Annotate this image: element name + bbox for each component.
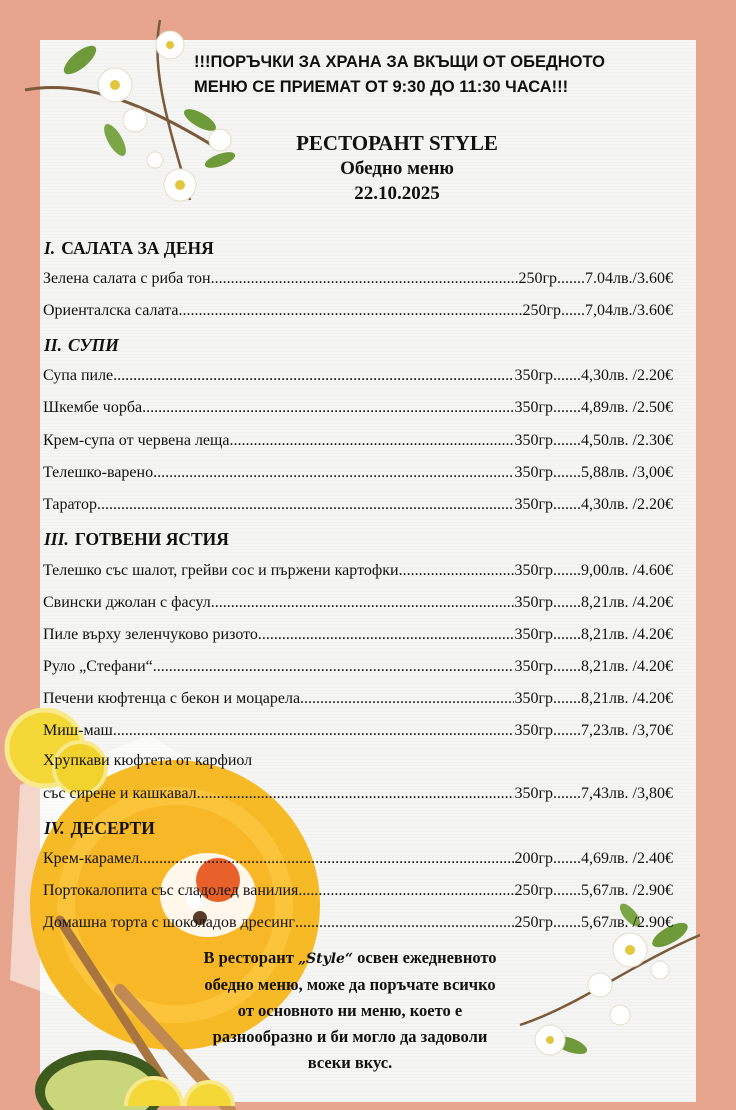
menu-item [43,399,673,423]
closing-pre: В ресторант [203,948,298,967]
item-name: Телешко-варено [43,464,154,481]
menu-item [43,658,673,682]
closing-line-3: от основното ни меню, което е [237,1001,463,1020]
item-name: Крем-карамел [43,850,140,867]
section-title: ДЕСЕРТИ [70,818,155,838]
item-name: Таратор [43,496,97,513]
section-heading [44,529,229,550]
menu-item [43,722,673,746]
item-price: 350гр.......4,50лв. /2.30€ [514,432,673,449]
item-price: 350гр.......8,21лв. /4.20€ [514,594,673,611]
item-price: 250гр.......5,67лв. /2.90€ [514,882,673,899]
closing-line-1 [160,945,540,972]
item-name: Руло „Стефани“ [43,658,153,675]
item-name: Домашна торта с шоколадов дресинг [43,914,295,931]
item-name: Шкембе чорба [43,399,143,416]
item-name: Печени кюфтенца с бекон и моцарела [43,690,301,707]
menu-date: 22.10.2025 [354,183,440,204]
section-heading [44,818,155,839]
menu-item [43,594,673,618]
item-name: Крем-супа от червена леща [43,432,230,449]
menu-item [43,882,673,906]
menu-item [43,785,673,809]
menu-subtitle: Обедно меню [340,158,454,179]
item-name: Зелена салата с риба тон [43,270,211,287]
item-price: 350гр.......9,00лв. /4.60€ [514,562,673,579]
item-name-line-1: Хрупкави кюфтета от карфиол [43,752,253,769]
menu-item [43,850,673,874]
item-price: 200гр.......4,69лв. /2.40€ [514,850,673,867]
item-name: със сирене и кашкавал [43,785,197,802]
section-title: САЛАТА ЗА ДЕНЯ [61,238,214,258]
closing-line-5: всеки вкус. [307,1053,393,1072]
item-price: 250гр......7,04лв./3.60€ [522,302,673,319]
notice-line-1: !!!ПОРЪЧКИ ЗА ХРАНА ЗА ВКЪЩИ ОТ ОБЕДНОТО [194,53,606,71]
closing-post: освен ежедневното [353,948,497,967]
section-number: IV. [44,818,65,838]
item-name: Миш-маш [43,722,113,739]
item-price: 250гр.......5,67лв. /2.90€ [514,914,673,931]
menu-item [43,432,673,456]
item-price: 350гр.......8,21лв. /4.20€ [514,690,673,707]
item-name: Телешко със шалот, грейви сос и пържени картофки [43,562,399,579]
item-name: Ориенталска салата [43,302,179,319]
closing-line-2: обедно меню, може да поръчате всичко [204,975,496,994]
item-price: 350гр.......4,89лв. /2.50€ [514,399,673,416]
order-notice [194,50,664,100]
menu-item [43,464,673,488]
menu-item [43,914,673,938]
item-price: 350гр.......5,88лв. /3,00€ [514,464,673,481]
section-title: ГОТВЕНИ ЯСТИЯ [74,529,229,549]
section-number: I. [44,238,56,258]
item-price: 350гр.......7,23лв. /3,70€ [514,722,673,739]
section-number: III. [44,529,69,549]
item-name: Пиле върху зеленчуково ризото [43,626,258,643]
menu-item [43,496,673,520]
item-price: 350гр.......4,30лв. /2.20€ [514,496,673,513]
item-price: 350гр.......4,30лв. /2.20€ [514,367,673,384]
closing-brand: „Style“ [297,951,353,967]
notice-line-2: МЕНЮ СЕ ПРИЕМАТ ОТ 9:30 ДО 11:30 ЧАСА!!! [194,78,569,96]
section-heading [44,238,214,259]
item-name: Свински джолан с фасул [43,594,211,611]
section-number: II. [44,335,62,355]
item-price: 350гр.......7,43лв. /3,80€ [514,785,673,802]
item-name: Супа пиле [43,367,114,384]
closing-note [160,945,540,1076]
item-name: Портокалопита със сладолед ванилия [43,882,299,899]
jasmine-flowers-top-icon [20,10,260,210]
section-title: СУПИ [68,335,119,355]
item-price: 250гр.......7.04лв./3.60€ [518,270,673,287]
restaurant-name: РЕСТОРАНТ STYLE [296,131,498,155]
section-heading [44,335,119,356]
item-price: 350гр.......8,21лв. /4.20€ [514,626,673,643]
menu-item [43,270,673,294]
menu-item [43,690,673,714]
menu-item [43,562,673,586]
menu-item [43,302,673,326]
item-price: 350гр.......8,21лв. /4.20€ [514,658,673,675]
menu-item [43,626,673,650]
closing-line-4: разнообразно и би могло да задоволи [212,1027,488,1046]
menu-item [43,367,673,391]
